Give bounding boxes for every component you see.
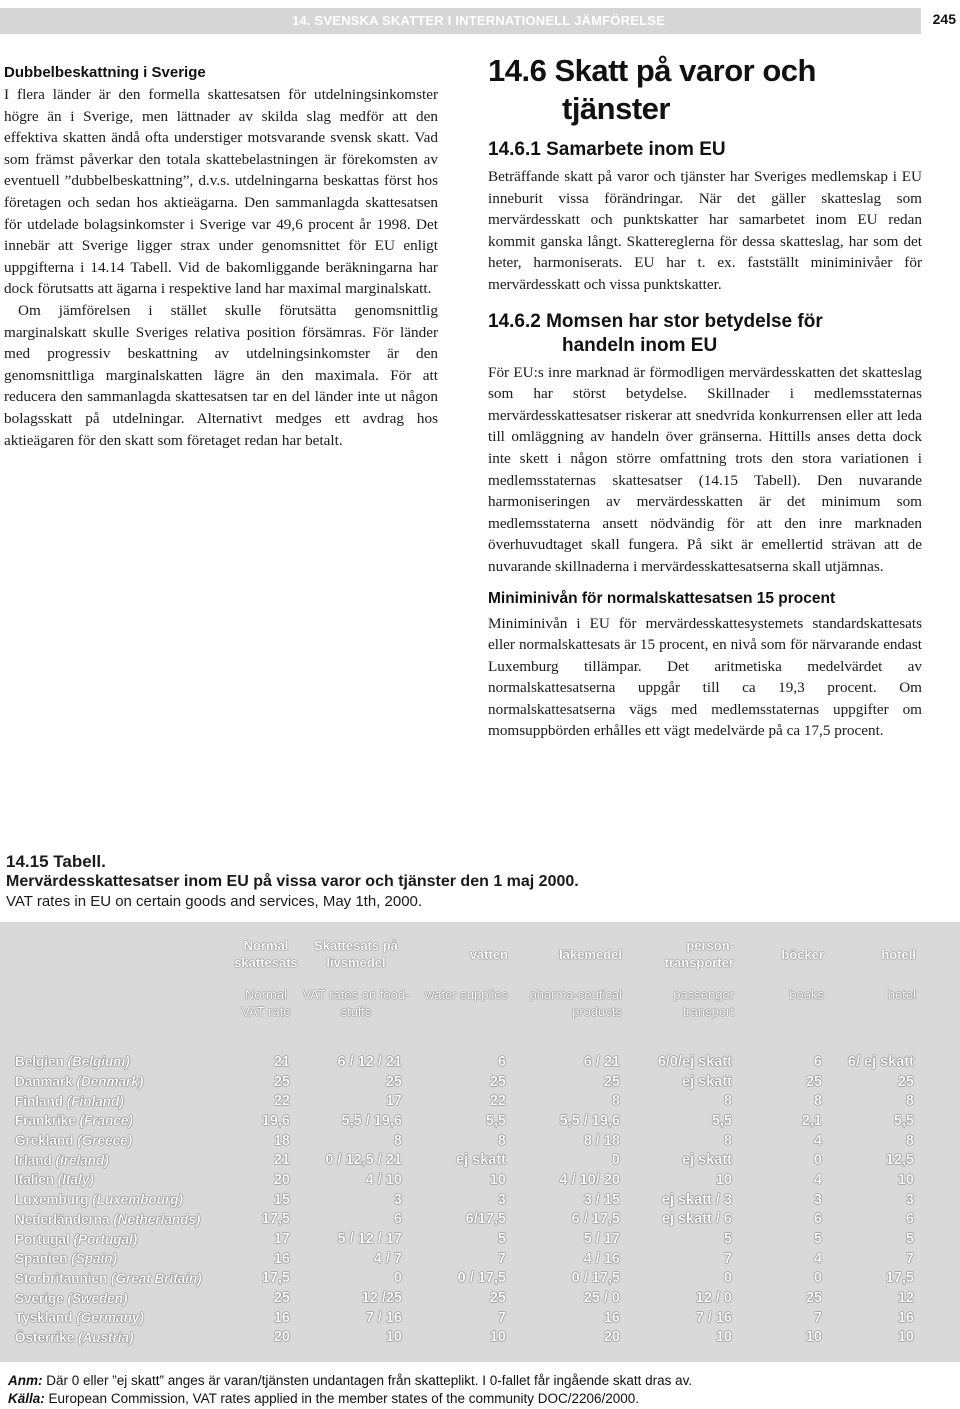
rate-cell-food: 12 /25 xyxy=(361,1290,402,1307)
col-header-sv-water: vatten xyxy=(469,946,508,962)
rate-cell-hotel: 10 xyxy=(897,1171,914,1188)
rate-cell-pharma: 4 / 10/ 20 xyxy=(559,1171,620,1188)
running-header-title: 14. SVENSKA SKATTER I INTERNATIONELL JÄMFÖRELSE xyxy=(292,13,665,28)
country-name-en: (France) xyxy=(79,1113,133,1129)
rate-cell-water: 7 xyxy=(497,1250,506,1267)
table-header-row-english xyxy=(0,986,924,1044)
rate-cell-normal: 20 xyxy=(273,1171,290,1188)
paragraph-left-1: I flera länder är den formella skattesatsen för utdelningsinkomster högre än i Sverige, men lättnader av skilda slag medför att den effektiva skatten ändå ofta understiger motsvarande svensk skatt. Vad som främst påverkar den totala skattebelastningen är förekomsten av eventuell ”dubbelbeskattning”, d.v.s. utdelningarna beskattas först hos företagen och sedan hos aktieägarna. Den sammanlagda skattesatsen för utdelade bolagsinkomster i Sverige var 49,6 procent år 1998. Det innebär att Sverige ligger strax under genomsnittet för EU enligt uppgifterna i 14.14 Tabell. Vid de bakomliggande beräkningarna har dock förutsatts att ägarna i respektive land har maximal marginalskatt. xyxy=(4,86,438,298)
rate-cell-food: 25 xyxy=(385,1073,402,1090)
rate-cell-normal: 20 xyxy=(273,1329,290,1346)
rate-cell-food: 4 / 7 xyxy=(373,1250,402,1267)
country-name-sv: Österrike xyxy=(15,1329,75,1345)
country-name-en: (Greece) xyxy=(77,1133,133,1149)
country-cell xyxy=(0,1190,232,1210)
country-cell xyxy=(0,1328,232,1348)
country-name-sv: Spanien xyxy=(15,1251,68,1267)
rate-cell-hotel: 3 xyxy=(905,1191,914,1208)
rate-cell-pharma: 0 / 17,5 xyxy=(571,1270,620,1287)
country-cell xyxy=(0,1210,232,1230)
country-name-sv: Finland xyxy=(15,1093,63,1109)
rate-cell-transport: 8 xyxy=(723,1132,732,1149)
table-notes xyxy=(8,1372,692,1407)
table-caption xyxy=(6,852,706,912)
table-body xyxy=(0,1052,924,1347)
country-name-sv: Sverige xyxy=(15,1290,64,1306)
right-column xyxy=(488,52,922,742)
rate-cell-normal: 17,5 xyxy=(261,1270,290,1287)
country-name-sv: Danmark xyxy=(15,1074,73,1090)
col-header-sv-food: Skattesats på livsmedel xyxy=(314,938,398,970)
rate-cell-transport: 10 xyxy=(715,1329,732,1346)
country-name-sv: Grekland xyxy=(15,1133,74,1149)
country-cell xyxy=(0,1269,232,1289)
col-header-sv-transport: person-transporter xyxy=(664,938,734,970)
rate-cell-transport: 5 xyxy=(723,1231,732,1248)
rate-cell-hotel: 8 xyxy=(905,1093,914,1110)
rate-cell-food: 4 / 10 xyxy=(365,1171,402,1188)
rate-cell-pharma: 4 / 16 xyxy=(583,1250,620,1267)
table-header-row-swedish xyxy=(0,922,924,986)
section-heading-14-6-2-line-2: handeln inom EU xyxy=(562,334,718,356)
rate-cell-normal: 16 xyxy=(273,1309,290,1326)
table-row xyxy=(0,1210,924,1230)
rate-cell-books: 2,1 xyxy=(801,1112,822,1129)
country-name-sv: Nederländerna xyxy=(15,1211,110,1227)
rate-cell-normal: 15 xyxy=(273,1191,290,1208)
rate-cell-normal: 21 xyxy=(273,1053,290,1070)
col-header-sv-normal: Normal skattesats xyxy=(234,938,298,970)
rate-cell-food: 0 / 12,5 / 21 xyxy=(325,1152,402,1169)
rate-cell-food: 10 xyxy=(385,1329,402,1346)
country-name-sv: Portugal xyxy=(15,1231,70,1247)
table-source xyxy=(8,1390,692,1408)
left-column xyxy=(4,64,438,451)
rate-cell-books: 4 xyxy=(813,1250,822,1267)
rate-cell-hotel: 17,5 xyxy=(885,1270,914,1287)
rate-cell-books: 0 xyxy=(813,1270,822,1287)
rate-cell-transport: 10 xyxy=(715,1171,732,1188)
country-name-en: (Ireland) xyxy=(55,1152,109,1168)
table-row xyxy=(0,1190,924,1210)
rate-cell-food: 17 xyxy=(385,1093,402,1110)
rate-cell-books: 8 xyxy=(813,1093,822,1110)
rate-cell-normal: 16 xyxy=(273,1250,290,1267)
paragraph-minimum-level: Miniminivån i EU för mervärdesskattesystemets standardskattesats eller normalskattesats är 15 procent, en nivå som för närvarande endast Luxemburg tillämpar. Det aritmetiska medelvärdet av normalskattesatserna uppgår till ca 19,3 procent. Om normalskattesatserna vägs med medlemsstaternas uppgifter om momsuppbörden erhålles ett vägt medelvärde på ca 17,5 procent. xyxy=(488,614,922,740)
rate-cell-books: 5 xyxy=(813,1231,822,1248)
country-name-en: (Denmark) xyxy=(76,1074,144,1090)
country-name-en: (Finland) xyxy=(66,1093,124,1109)
rate-cell-normal: 22 xyxy=(273,1093,290,1110)
country-name-sv: Frankrike xyxy=(15,1113,76,1129)
table-row xyxy=(0,1269,924,1289)
country-name-en: (Italy) xyxy=(57,1172,94,1188)
col-header-en-books: books xyxy=(789,987,824,1002)
rate-cell-books: 4 xyxy=(813,1171,822,1188)
table-note xyxy=(8,1372,692,1390)
rate-cell-hotel: 6 xyxy=(905,1211,914,1228)
rate-cell-food: 0 xyxy=(393,1270,402,1287)
rate-cell-transport: 12 / 0 xyxy=(695,1290,732,1307)
vat-table xyxy=(0,922,924,1347)
col-header-en-food: VAT rates on food-stuffs xyxy=(302,987,410,1019)
table-row xyxy=(0,1249,924,1269)
country-cell xyxy=(0,1131,232,1151)
rate-cell-hotel: 8 xyxy=(905,1132,914,1149)
rate-cell-water: 10 xyxy=(489,1329,506,1346)
col-header-en-pharma: pharma-ceutical products xyxy=(529,987,622,1019)
section-heading-double-taxation: Dubbelbeskattning i Sverige xyxy=(4,64,206,81)
country-cell xyxy=(0,1052,232,1072)
note-text: Där 0 eller ”ej skatt” anges är varan/tjänsten undantagen från skatteplikt. I 0-fallet får ingående skatt dras av. xyxy=(42,1373,693,1388)
rate-cell-normal: 25 xyxy=(273,1290,290,1307)
rate-cell-water: 5 xyxy=(497,1231,506,1248)
rate-cell-transport: 0 xyxy=(723,1270,732,1287)
paragraph-14-6-1: Beträffande skatt på varor och tjänster har Sveriges medlemskap i EU inneburit vissa förändringar. När det gäller skatteslag som mervärdesskatt och punktskatter har samarbetet inom EU redan kommit ganska långt. Skattereglerna för dessa skatteslag, har som det heter, harmoniserats. EU har t. ex. fastställt miniminivåer för mervärdesskatt och vissa punktskatter. xyxy=(488,168,922,293)
rate-cell-transport: 6/0/ej skatt xyxy=(657,1053,732,1070)
rate-cell-transport: 8 xyxy=(723,1093,732,1110)
country-name-en: (Netherlands) xyxy=(113,1211,201,1227)
rate-cell-books: 7 xyxy=(813,1309,822,1326)
rate-cell-food: 6 / 12 / 21 xyxy=(337,1053,402,1070)
rate-cell-pharma: 8 / 18 xyxy=(583,1132,620,1149)
table-row xyxy=(0,1328,924,1348)
country-cell xyxy=(0,1288,232,1308)
country-cell xyxy=(0,1091,232,1111)
rate-cell-pharma: 20 xyxy=(603,1329,620,1346)
rate-cell-hotel: 16 xyxy=(897,1309,914,1326)
paragraph-14-6-2: För EU:s inre marknad är förmodligen mervärdesskatten det skatteslag som har störst betydelse. Skillnader i medlemsstaternas mervärdesskattesatser riskerar att snedvrida konkurrensen eller att leda till omläggning av handeln över gränserna. Hittills anses detta dock inte skett i någon större omfattning trots den stora variationen i medlemsstaternas skattesatser (14.15 Tabell). Den nuvarande harmoniseringen av mervärdesskatten är det minimum som medlemsstaterna ansett nödvändig för att den inre marknaden överhuvudtaget skall fungera. På sikt är emellertid strävan att de nuvarande skillnaderna i mervärdesskattesatserna skall utjämnas. xyxy=(488,363,922,575)
col-header-sv-pharma: läkemedel xyxy=(559,946,622,962)
rate-cell-pharma: 5 / 17 xyxy=(583,1231,620,1248)
rate-cell-pharma: 5,5 / 19,6 xyxy=(559,1112,620,1129)
rate-cell-hotel: 7 xyxy=(905,1250,914,1267)
country-cell xyxy=(0,1170,232,1190)
country-name-en: (Germany) xyxy=(76,1310,144,1326)
rate-cell-hotel: 10 xyxy=(897,1329,914,1346)
table-row xyxy=(0,1072,924,1092)
rate-cell-normal: 19,6 xyxy=(261,1112,290,1129)
country-name-sv: Tyskland xyxy=(15,1310,73,1326)
rate-cell-transport: ej skatt / 6 xyxy=(661,1211,732,1228)
country-name-sv: Belgien xyxy=(15,1054,64,1070)
rate-cell-transport: 5,5 xyxy=(711,1112,732,1129)
country-name-en: (Luxembourg) xyxy=(92,1192,184,1208)
table-caption-number: 14.15 Tabell. xyxy=(6,852,106,871)
rate-cell-water: 6/17,5 xyxy=(465,1211,506,1228)
country-cell xyxy=(0,1249,232,1269)
col-header-en-transport: passenger transport xyxy=(673,987,734,1019)
table-row xyxy=(0,1229,924,1249)
rate-cell-books: 6 xyxy=(813,1053,822,1070)
rate-cell-pharma: 6 / 21 xyxy=(583,1053,620,1070)
rate-cell-pharma: 16 xyxy=(603,1309,620,1326)
rate-cell-hotel: 25 xyxy=(897,1073,914,1090)
rate-cell-water: 22 xyxy=(489,1093,506,1110)
rate-cell-pharma: 8 xyxy=(611,1093,620,1110)
rate-cell-food: 7 / 16 xyxy=(365,1309,402,1326)
col-header-en-water: water supplies xyxy=(424,987,508,1002)
rate-cell-normal: 25 xyxy=(273,1073,290,1090)
rate-cell-hotel: 6/ ej skatt xyxy=(847,1053,914,1070)
vat-table-panel xyxy=(0,922,960,1362)
country-cell xyxy=(0,1308,232,1328)
rate-cell-hotel: 5 xyxy=(905,1231,914,1248)
rate-cell-books: 25 xyxy=(805,1290,822,1307)
rate-cell-water: 5,5 xyxy=(485,1112,506,1129)
rate-cell-water: 0 / 17,5 xyxy=(457,1270,506,1287)
col-header-sv-books: böcker xyxy=(781,946,824,962)
country-name-en: (Portugal) xyxy=(73,1231,138,1247)
country-name-en: (Great Britain) xyxy=(111,1270,202,1286)
rate-cell-water: 3 xyxy=(497,1191,506,1208)
rate-cell-books: 10 xyxy=(805,1329,822,1346)
rate-cell-transport: 7 / 16 xyxy=(695,1309,732,1326)
col-header-en-normal: Normal VAT rate xyxy=(241,987,291,1019)
country-cell xyxy=(0,1150,232,1170)
table-row xyxy=(0,1308,924,1328)
country-cell xyxy=(0,1111,232,1131)
rate-cell-food: 8 xyxy=(393,1132,402,1149)
rate-cell-food: 6 xyxy=(393,1211,402,1228)
rate-cell-pharma: 25 xyxy=(603,1073,620,1090)
section-heading-14-6-2 xyxy=(488,310,922,358)
note-label: Anm: xyxy=(8,1373,43,1388)
table-row xyxy=(0,1131,924,1151)
table-row xyxy=(0,1150,924,1170)
rate-cell-pharma: 0 xyxy=(611,1152,620,1169)
rate-cell-transport: 7 xyxy=(723,1250,732,1267)
paragraph-left-2: Om jämförelsen i stället skulle förutsätta genomsnittlig marginalskatt skulle Sveriges relativa position försämras. För länder med progressiv beskattning av utdelningsinkomster är den genomsnittliga marginalskatten lägre än den maximala. För att reducera den sammanlagda skattesatsen tar en del länder inte ut någon bolagsskatt på utdelningar. Alternativt medges ett avdrag hos aktieägaren för den skatt som företaget redan har betalt. xyxy=(4,301,438,449)
country-name-sv: Luxemburg xyxy=(15,1192,89,1208)
page-number: 245 xyxy=(932,11,956,27)
rate-cell-pharma: 25 / 0 xyxy=(583,1290,620,1307)
country-cell xyxy=(0,1072,232,1092)
col-header-en-hotel: hotel xyxy=(887,987,916,1002)
rate-cell-books: 6 xyxy=(813,1211,822,1228)
chapter-heading xyxy=(488,52,922,128)
rate-cell-transport: ej skatt xyxy=(682,1152,732,1169)
rate-cell-water: 8 xyxy=(497,1132,506,1149)
rate-cell-books: 0 xyxy=(813,1152,822,1169)
country-cell xyxy=(0,1229,232,1249)
rate-cell-hotel: 12,5 xyxy=(885,1152,914,1169)
rate-cell-water: 6 xyxy=(497,1053,506,1070)
table-row xyxy=(0,1111,924,1131)
rate-cell-books: 3 xyxy=(813,1191,822,1208)
country-name-en: (Belgium) xyxy=(67,1054,130,1070)
rate-cell-normal: 18 xyxy=(273,1132,290,1149)
rate-cell-food: 5 / 12 / 17 xyxy=(337,1231,402,1248)
country-name-sv: Irland xyxy=(15,1152,52,1168)
col-header-sv-hotel: hotell xyxy=(881,946,916,962)
section-heading-14-6-2-line-1: 14.6.2 Momsen har stor betydelse för xyxy=(488,310,823,332)
source-text: European Commission, VAT rates applied in the member states of the community DOC/2206/2000. xyxy=(44,1390,640,1406)
rate-cell-normal: 21 xyxy=(273,1152,290,1169)
table-row xyxy=(0,1052,924,1072)
table-row xyxy=(0,1091,924,1111)
rate-cell-food: 3 xyxy=(393,1191,402,1208)
chapter-heading-line-1: 14.6 Skatt på varor och xyxy=(488,53,816,88)
rate-cell-water: 10 xyxy=(489,1171,506,1188)
country-name-en: (Spain) xyxy=(71,1251,118,1267)
rate-cell-water: 25 xyxy=(489,1073,506,1090)
table-row xyxy=(0,1288,924,1308)
rate-cell-hotel: 5,5 xyxy=(893,1112,914,1129)
rate-cell-pharma: 6 / 17,5 xyxy=(571,1211,620,1228)
rate-cell-pharma: 3 / 15 xyxy=(583,1191,620,1208)
rate-cell-food: 5,5 / 19,6 xyxy=(341,1112,402,1129)
chapter-heading-line-2: tjänster xyxy=(562,91,670,126)
rate-cell-water: 7 xyxy=(497,1309,506,1326)
section-heading-14-6-1: 14.6.1 Samarbete inom EU xyxy=(488,139,726,160)
subheading-minimum-level: Miniminivån för normalskattesatsen 15 procent xyxy=(488,589,836,607)
country-name-en: (Sweden) xyxy=(67,1290,128,1306)
rate-cell-hotel: 12 xyxy=(897,1290,914,1307)
country-name-sv: Italien xyxy=(15,1172,55,1188)
country-name-sv: Storbritannien xyxy=(15,1270,108,1286)
rate-cell-transport: ej skatt xyxy=(682,1073,732,1090)
source-label: Källa: xyxy=(8,1390,45,1406)
table-row xyxy=(0,1170,924,1190)
rate-cell-books: 25 xyxy=(805,1073,822,1090)
table-caption-title: Mervärdesskattesatser inom EU på vissa varor och tjänster den 1 maj 2000. xyxy=(6,873,579,890)
rate-cell-normal: 17,5 xyxy=(261,1211,290,1228)
country-name-en: (Austria) xyxy=(78,1329,134,1345)
rate-cell-normal: 17 xyxy=(273,1231,290,1248)
rate-cell-water: 25 xyxy=(489,1290,506,1307)
rate-cell-transport: ej skatt / 3 xyxy=(661,1191,732,1208)
table-caption-english: VAT rates in EU on certain goods and services, May 1th, 2000. xyxy=(6,893,423,910)
rate-cell-books: 4 xyxy=(813,1132,822,1149)
rate-cell-water: ej skatt xyxy=(456,1152,506,1169)
